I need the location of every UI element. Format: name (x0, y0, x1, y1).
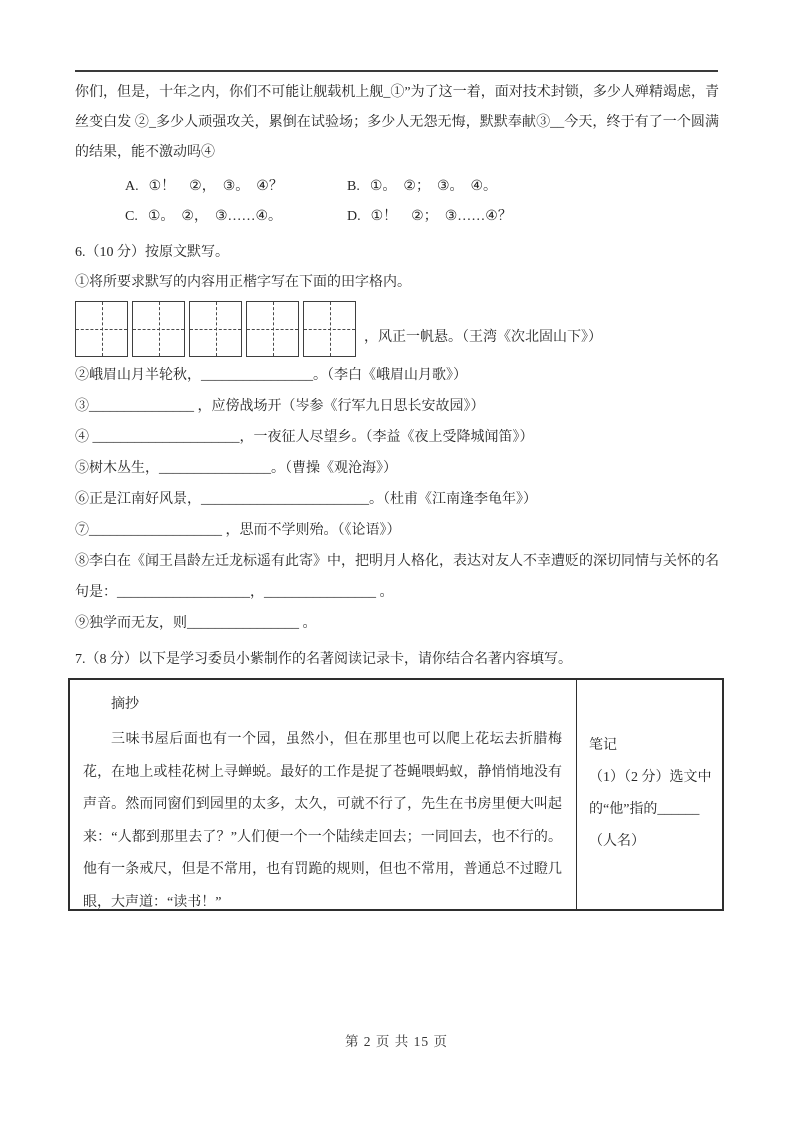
option-C-label: C. (125, 209, 138, 224)
option-D-text: ①！ ②； ③……④？ (370, 209, 512, 224)
option-C-text: ①。 ②， ③……④。 (147, 209, 283, 224)
option-A-label: A. (125, 179, 139, 194)
excerpt-cell (70, 680, 577, 909)
question6-heading: 6.（10 分）按原文默写。 (75, 245, 229, 260)
page-number-footer: 第 2 页 共 15 页 (344, 1034, 449, 1049)
option-row-1 (75, 172, 719, 202)
dictation-item-6: ⑥正是江南好风景，________________________。（杜甫《江南逢李龟年》） (75, 492, 537, 507)
notes-question-1: （1）（2 分）选文中的“他”指的______（人名） (589, 770, 712, 849)
question5-passage: 你们，但是，十年之内，你们不可能让舰载机上舰_①”为了这一着，面对技术封锁，多少人殚精竭虑，青丝变白发 ②_多少人顽强攻关，累倒在试验场；多少人无怨无悔，默默奉献③__今天，终于有了一个圆满的结果，能不激动吗④ (75, 85, 719, 160)
tianzige-suffix-text: ，风正一帆悬。（王湾《次北固山下》） (364, 330, 602, 345)
dictation-item-5: ⑤树木丛生，________________。（曹操《观沧海》） (75, 461, 397, 476)
dictation-item-8: ⑧李白在《闻王昌龄左迁龙标遥有此寄》中，把明月人格化，表达对友人不幸遭贬的深切同情与关怀的名句是：___________________，________________ 。 (75, 554, 719, 600)
option-D (347, 202, 512, 232)
tianzige-box (189, 301, 242, 357)
reading-card-table (68, 678, 724, 911)
page-content (75, 78, 719, 911)
notes-cell (577, 680, 722, 909)
excerpt-title: 摘抄 (111, 697, 139, 712)
dictation-item-3: ③_______________ ，应傍战场开（岑参《行军九日思长安故园》） (75, 399, 485, 414)
tianzige-box (132, 301, 185, 357)
dictation-item-4: ④ _____________________，一夜征人尽望乡。（李益《夜上受降城闻笛》） (75, 430, 534, 445)
question7-heading: 7.（8 分）以下是学习委员小紫制作的名著阅读记录卡，请你结合名著内容填写。 (75, 652, 572, 667)
tianzige-box (246, 301, 299, 357)
tianzige-box (303, 301, 356, 357)
notes-title: 笔记 (589, 738, 617, 753)
option-B-text: ①。 ②； ③。 ④。 (369, 179, 498, 194)
dictation-item-7: ⑦___________________ ，思而不学则殆。（《论语》） (75, 523, 401, 538)
dictation-item-9: ⑨独学而无友，则________________ 。 (75, 616, 317, 631)
tianzige-box (75, 301, 128, 357)
excerpt-text: 三味书屋后面也有一个园，虽然小，但在那里也可以爬上花坛去折腊梅花，在地上或桂花树上寻蝉蜕。最好的工作是捉了苍蝇喂蚂蚁，静悄悄地没有声音。然而同窗们到园里的太多，太久，可就不行了，先生在书房里便大叫起来：“人都到那里去了？”人们便一个一个陆续走回去；一同回去，也不行的。他有一条戒尺，但是不常用，也有罚跪的规则，但也不常用，普通总不过瞪几眼，大声道：“读书！” (83, 732, 562, 910)
header-divider (75, 70, 718, 72)
option-row-2 (75, 202, 719, 232)
question5-options (75, 172, 719, 232)
dictation-item-2: ②峨眉山月半轮秋，________________。（李白《峨眉山月歌》） (75, 368, 467, 383)
question6-instruction: ①将所要求默写的内容用正楷字写在下面的田字格内。 (75, 275, 411, 290)
option-A-text: ①！ ②， ③。 ④？ (148, 179, 283, 194)
option-A (125, 172, 347, 202)
option-C (125, 202, 347, 232)
option-D-label: D. (347, 209, 361, 224)
option-B (347, 172, 497, 202)
option-B-label: B. (347, 179, 360, 194)
tianzige-row (75, 300, 719, 358)
question6-items (75, 360, 719, 639)
